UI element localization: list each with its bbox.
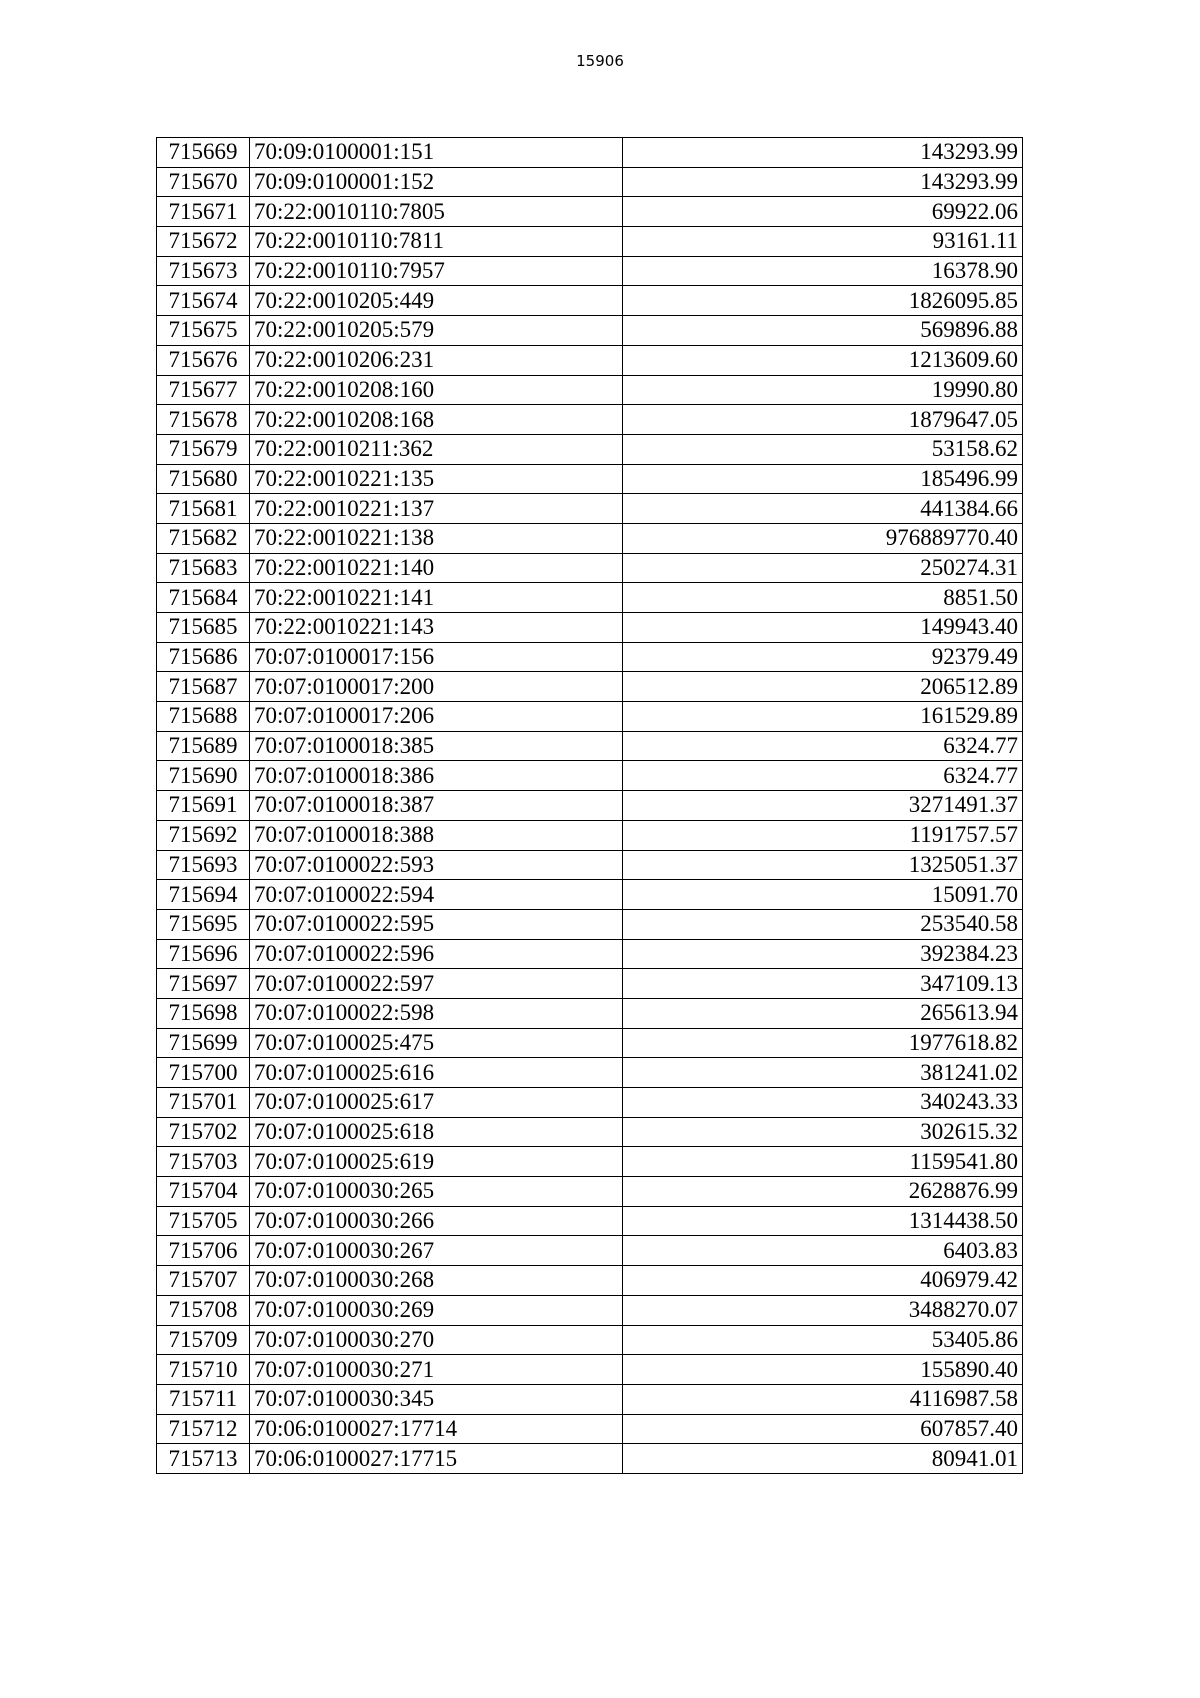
data-table: [156, 137, 1023, 1474]
table-row: [157, 998, 1023, 1028]
row-number-cell: 715699: [157, 1028, 250, 1058]
row-number-cell: 715688: [157, 702, 250, 732]
row-number-cell: 715686: [157, 642, 250, 672]
value-cell: 976889770.40: [623, 523, 1023, 553]
row-number-cell: 715675: [157, 316, 250, 346]
row-number-cell: 715674: [157, 286, 250, 316]
cadastral-number-cell: 70:22:0010221:143: [250, 613, 623, 643]
row-number-cell: 715705: [157, 1206, 250, 1236]
row-number-cell: 715684: [157, 583, 250, 613]
row-number-cell: 715702: [157, 1117, 250, 1147]
table-row: [157, 523, 1023, 553]
value-cell: 1191757.57: [623, 820, 1023, 850]
value-cell: 4116987.58: [623, 1384, 1023, 1414]
cadastral-number-cell: 70:06:0100027:17714: [250, 1414, 623, 1444]
value-cell: 3271491.37: [623, 791, 1023, 821]
value-cell: 6324.77: [623, 731, 1023, 761]
row-number-cell: 715671: [157, 197, 250, 227]
cadastral-number-cell: 70:07:0100025:616: [250, 1058, 623, 1088]
table-row: [157, 642, 1023, 672]
value-cell: 569896.88: [623, 316, 1023, 346]
table-row: [157, 1414, 1023, 1444]
row-number-cell: 715680: [157, 464, 250, 494]
cadastral-number-cell: 70:22:0010206:231: [250, 345, 623, 375]
row-number-cell: 715703: [157, 1147, 250, 1177]
value-cell: 6324.77: [623, 761, 1023, 791]
cadastral-number-cell: 70:07:0100017:156: [250, 642, 623, 672]
table-row: [157, 969, 1023, 999]
row-number-cell: 715711: [157, 1384, 250, 1414]
row-number-cell: 715708: [157, 1295, 250, 1325]
table-row: [157, 464, 1023, 494]
cadastral-number-cell: 70:22:0010221:138: [250, 523, 623, 553]
cadastral-number-cell: 70:22:0010211:362: [250, 434, 623, 464]
cadastral-number-cell: 70:07:0100030:270: [250, 1325, 623, 1355]
row-number-cell: 715707: [157, 1266, 250, 1296]
table-row: [157, 1295, 1023, 1325]
cadastral-number-cell: 70:07:0100025:617: [250, 1088, 623, 1118]
row-number-cell: 715697: [157, 969, 250, 999]
value-cell: 250274.31: [623, 553, 1023, 583]
table-row: [157, 197, 1023, 227]
row-number-cell: 715689: [157, 731, 250, 761]
value-cell: 347109.13: [623, 969, 1023, 999]
table-row: [157, 1325, 1023, 1355]
table-row: [157, 1355, 1023, 1385]
cadastral-number-cell: 70:22:0010221:140: [250, 553, 623, 583]
cadastral-number-cell: 70:07:0100030:267: [250, 1236, 623, 1266]
table-row: [157, 316, 1023, 346]
cadastral-number-cell: 70:22:0010110:7805: [250, 197, 623, 227]
row-number-cell: 715673: [157, 256, 250, 286]
table-row: [157, 1147, 1023, 1177]
value-cell: 69922.06: [623, 197, 1023, 227]
row-number-cell: 715696: [157, 939, 250, 969]
table-row: [157, 494, 1023, 524]
table-row: [157, 939, 1023, 969]
row-number-cell: 715692: [157, 820, 250, 850]
cadastral-number-cell: 70:22:0010205:579: [250, 316, 623, 346]
table-row: [157, 286, 1023, 316]
value-cell: 1213609.60: [623, 345, 1023, 375]
cadastral-number-cell: 70:22:0010208:160: [250, 375, 623, 405]
table-row: [157, 553, 1023, 583]
row-number-cell: 715694: [157, 880, 250, 910]
cadastral-number-cell: 70:22:0010208:168: [250, 405, 623, 435]
value-cell: 6403.83: [623, 1236, 1023, 1266]
table-row: [157, 1266, 1023, 1296]
value-cell: 93161.11: [623, 227, 1023, 257]
cadastral-number-cell: 70:07:0100030:266: [250, 1206, 623, 1236]
value-cell: 381241.02: [623, 1058, 1023, 1088]
row-number-cell: 715677: [157, 375, 250, 405]
row-number-cell: 715669: [157, 138, 250, 168]
value-cell: 1325051.37: [623, 850, 1023, 880]
table-row: [157, 1177, 1023, 1207]
table-body: [157, 138, 1023, 1474]
cadastral-number-cell: 70:07:0100030:265: [250, 1177, 623, 1207]
cadastral-number-cell: 70:07:0100022:596: [250, 939, 623, 969]
row-number-cell: 715709: [157, 1325, 250, 1355]
cadastral-number-cell: 70:07:0100022:594: [250, 880, 623, 910]
row-number-cell: 715706: [157, 1236, 250, 1266]
table-row: [157, 909, 1023, 939]
cadastral-number-cell: 70:07:0100022:597: [250, 969, 623, 999]
row-number-cell: 715695: [157, 909, 250, 939]
value-cell: 406979.42: [623, 1266, 1023, 1296]
cadastral-number-cell: 70:07:0100030:269: [250, 1295, 623, 1325]
value-cell: 1977618.82: [623, 1028, 1023, 1058]
row-number-cell: 715672: [157, 227, 250, 257]
table-row: [157, 1236, 1023, 1266]
value-cell: 607857.40: [623, 1414, 1023, 1444]
value-cell: 143293.99: [623, 138, 1023, 168]
row-number-cell: 715679: [157, 434, 250, 464]
cadastral-number-cell: 70:22:0010221:137: [250, 494, 623, 524]
table-row: [157, 345, 1023, 375]
cadastral-number-cell: 70:22:0010205:449: [250, 286, 623, 316]
cadastral-number-cell: 70:07:0100025:619: [250, 1147, 623, 1177]
value-cell: 3488270.07: [623, 1295, 1023, 1325]
cadastral-number-cell: 70:07:0100030:345: [250, 1384, 623, 1414]
table-row: [157, 405, 1023, 435]
table-row: [157, 1028, 1023, 1058]
value-cell: 392384.23: [623, 939, 1023, 969]
row-number-cell: 715687: [157, 672, 250, 702]
cadastral-number-cell: 70:07:0100017:200: [250, 672, 623, 702]
cadastral-number-cell: 70:06:0100027:17715: [250, 1444, 623, 1474]
row-number-cell: 715682: [157, 523, 250, 553]
table-row: [157, 1206, 1023, 1236]
table-row: [157, 880, 1023, 910]
row-number-cell: 715676: [157, 345, 250, 375]
table-row: [157, 375, 1023, 405]
value-cell: 302615.32: [623, 1117, 1023, 1147]
table-row: [157, 731, 1023, 761]
cadastral-number-cell: 70:22:0010110:7811: [250, 227, 623, 257]
row-number-cell: 715678: [157, 405, 250, 435]
row-number-cell: 715701: [157, 1088, 250, 1118]
cadastral-number-cell: 70:07:0100025:475: [250, 1028, 623, 1058]
row-number-cell: 715700: [157, 1058, 250, 1088]
row-number-cell: 715683: [157, 553, 250, 583]
table-row: [157, 761, 1023, 791]
row-number-cell: 715685: [157, 613, 250, 643]
value-cell: 340243.33: [623, 1088, 1023, 1118]
table-row: [157, 256, 1023, 286]
value-cell: 253540.58: [623, 909, 1023, 939]
value-cell: 15091.70: [623, 880, 1023, 910]
cadastral-number-cell: 70:07:0100022:593: [250, 850, 623, 880]
table-row: [157, 850, 1023, 880]
cadastral-number-cell: 70:09:0100001:151: [250, 138, 623, 168]
table-row: [157, 791, 1023, 821]
value-cell: 149943.40: [623, 613, 1023, 643]
table-row: [157, 583, 1023, 613]
table-row: [157, 1117, 1023, 1147]
cadastral-number-cell: 70:07:0100030:271: [250, 1355, 623, 1385]
cadastral-number-cell: 70:07:0100018:385: [250, 731, 623, 761]
row-number-cell: 715691: [157, 791, 250, 821]
row-number-cell: 715681: [157, 494, 250, 524]
cadastral-number-cell: 70:07:0100025:618: [250, 1117, 623, 1147]
row-number-cell: 715693: [157, 850, 250, 880]
value-cell: 1314438.50: [623, 1206, 1023, 1236]
value-cell: 1826095.85: [623, 286, 1023, 316]
cadastral-number-cell: 70:22:0010110:7957: [250, 256, 623, 286]
value-cell: 92379.49: [623, 642, 1023, 672]
value-cell: 53405.86: [623, 1325, 1023, 1355]
value-cell: 1159541.80: [623, 1147, 1023, 1177]
value-cell: 19990.80: [623, 375, 1023, 405]
row-number-cell: 715698: [157, 998, 250, 1028]
row-number-cell: 715704: [157, 1177, 250, 1207]
table-row: [157, 702, 1023, 732]
value-cell: 441384.66: [623, 494, 1023, 524]
row-number-cell: 715712: [157, 1414, 250, 1444]
table-row: [157, 1384, 1023, 1414]
cadastral-number-cell: 70:22:0010221:141: [250, 583, 623, 613]
value-cell: 206512.89: [623, 672, 1023, 702]
table-row: [157, 167, 1023, 197]
cadastral-number-cell: 70:07:0100017:206: [250, 702, 623, 732]
value-cell: 185496.99: [623, 464, 1023, 494]
table-row: [157, 820, 1023, 850]
value-cell: 8851.50: [623, 583, 1023, 613]
value-cell: 1879647.05: [623, 405, 1023, 435]
value-cell: 53158.62: [623, 434, 1023, 464]
cadastral-number-cell: 70:07:0100022:595: [250, 909, 623, 939]
value-cell: 2628876.99: [623, 1177, 1023, 1207]
value-cell: 161529.89: [623, 702, 1023, 732]
row-number-cell: 715710: [157, 1355, 250, 1385]
table-row: [157, 138, 1023, 168]
row-number-cell: 715670: [157, 167, 250, 197]
value-cell: 265613.94: [623, 998, 1023, 1028]
value-cell: 16378.90: [623, 256, 1023, 286]
cadastral-number-cell: 70:07:0100018:386: [250, 761, 623, 791]
value-cell: 80941.01: [623, 1444, 1023, 1474]
table-row: [157, 1088, 1023, 1118]
cadastral-number-cell: 70:07:0100018:387: [250, 791, 623, 821]
cadastral-number-cell: 70:09:0100001:152: [250, 167, 623, 197]
cadastral-number-cell: 70:07:0100022:598: [250, 998, 623, 1028]
table-row: [157, 672, 1023, 702]
row-number-cell: 715713: [157, 1444, 250, 1474]
value-cell: 143293.99: [623, 167, 1023, 197]
page-number: 15906: [576, 52, 624, 70]
table-row: [157, 613, 1023, 643]
table-row: [157, 227, 1023, 257]
table-row: [157, 1444, 1023, 1474]
table-row: [157, 1058, 1023, 1088]
cadastral-number-cell: 70:22:0010221:135: [250, 464, 623, 494]
cadastral-number-cell: 70:07:0100018:388: [250, 820, 623, 850]
row-number-cell: 715690: [157, 761, 250, 791]
cadastral-number-cell: 70:07:0100030:268: [250, 1266, 623, 1296]
value-cell: 155890.40: [623, 1355, 1023, 1385]
table-row: [157, 434, 1023, 464]
